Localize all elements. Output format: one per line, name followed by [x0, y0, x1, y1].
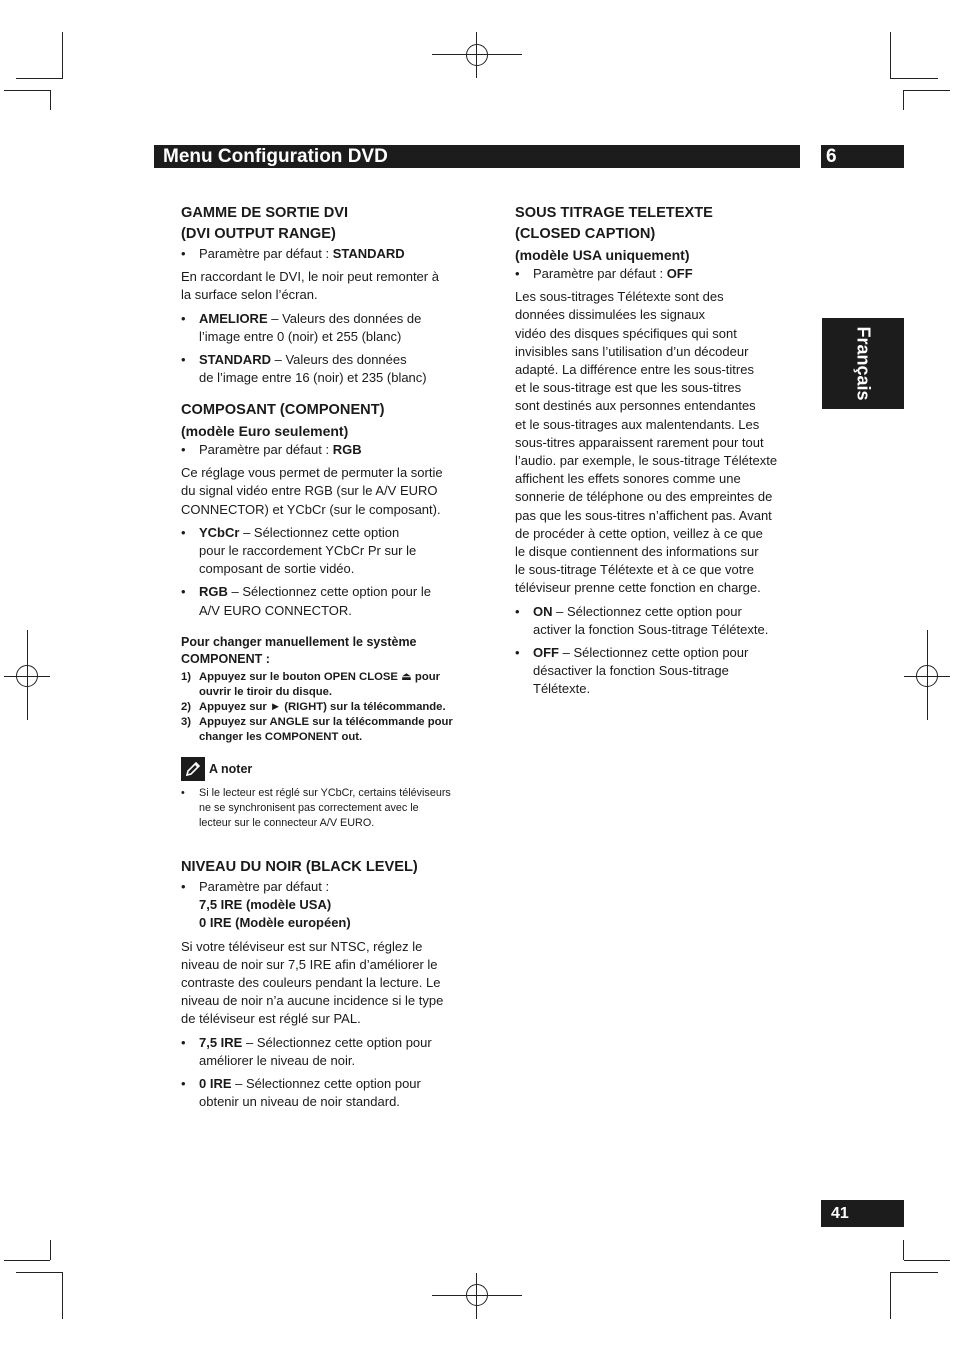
section-subtitle: (modèle Euro seulement): [181, 423, 349, 439]
default-setting: • Paramètre par défaut : OFF: [515, 265, 810, 283]
section-title: (DVI OUTPUT RANGE): [181, 226, 336, 242]
note-label: A noter: [209, 761, 253, 776]
option-item: • 0 IRE – Sélectionnez cette option pour obtenir un niveau de noir standard.: [181, 1075, 476, 1111]
section-closed-caption: [515, 203, 810, 699]
procedure-step: 1) Appuyez sur le bouton OPEN CLOSE ⏏ pour ouvrir le tiroir du disque.: [181, 670, 441, 698]
page-number: 41: [831, 1205, 849, 1222]
chapter-number: 6: [826, 146, 837, 167]
section-dvi-output-range: [181, 203, 471, 387]
paragraph: Les sous-titrages Télétexte sont des données dissimulées les signaux vidéo des disques spécifiques qui sont invisibles sans l’utilisation d’un décodeur adapté. La différence entre les sous-titres et le sous-titrage est que les sous-titres sont destinés aux personnes entendantes et le sous-titrages aux malentendants. Les sous-titres apparaissent rarement pour tout l’audio. par exemple, le sous-titrage Télétexte affichent les effets sonores comme une sonnerie de téléphone ou des empreintes de pas que les sous-titres n’affichent pas. Avant de procéder à cette option, veillez à ce que le disque contiennent des informations sur le sous-titrage Télétexte et à ce que votre téléviseur prenne cette fonction en charge.: [515, 289, 778, 596]
procedure-step: 3) Appuyez sur ANGLE sur la télécommande pour changer les COMPONENT out.: [181, 715, 453, 743]
section-subtitle: (modèle USA uniquement): [515, 247, 690, 263]
section-black-level: [181, 857, 476, 1111]
paragraph: Si votre téléviseur est sur NTSC, réglez le niveau de noir sur 7,5 IRE afin d’améliorer le contraste des couleurs pendant la lecture. Le niveau de noir n’a aucune incidence si le type de téléviseur est réglé sur PAL.: [181, 938, 444, 1027]
paragraph: Ce réglage vous permet de permuter la sortie du signal vidéo entre RGB (sur le A/V EURO CONNECTOR) et YCbCr (sur le composant).: [181, 465, 443, 517]
section-title: (CLOSED CAPTION): [515, 226, 656, 242]
option-item: • YCbCr – Sélectionnez cette option pour le raccordement YCbCr Pr sur le composant de sortie vidéo.: [181, 524, 476, 579]
procedure-step: 2) Appuyez sur ► (RIGHT) sur la télécommande.: [181, 700, 446, 713]
section-component: [181, 400, 476, 831]
section-title: GAMME DE SORTIE DVI: [181, 205, 349, 221]
option-item: • AMELIORE – Valeurs des données de l’image entre 0 (noir) et 255 (blanc): [181, 310, 471, 346]
procedure-title: Pour changer manuellement le système COMPONENT :: [181, 634, 417, 667]
option-item: • OFF – Sélectionnez cette option pour désactiver la fonction Sous-titrage Télétexte.: [515, 644, 810, 699]
language-tab-label: Français: [853, 326, 874, 401]
page-title: Menu Configuration DVD: [163, 146, 388, 167]
option-item: • STANDARD – Valeurs des données de l’image entre 16 (noir) et 235 (blanc): [181, 351, 471, 387]
section-title: NIVEAU DU NOIR (BLACK LEVEL): [181, 859, 418, 875]
language-tab-label-wrap: [822, 318, 904, 409]
option-item: • ON – Sélectionnez cette option pour activer la fonction Sous-titrage Télétexte.: [515, 603, 810, 639]
pencil-note-icon: [181, 757, 205, 781]
note-header: [181, 757, 476, 781]
paragraph: En raccordant le DVI, le noir peut remonter à la surface selon l’écran.: [181, 269, 439, 303]
default-setting: • Paramètre par défaut : STANDARD: [181, 245, 471, 263]
default-setting: • Paramètre par défaut : 7,5 IRE (modèle USA) 0 IRE (Modèle européen): [181, 878, 476, 933]
note-text: • Si le lecteur est réglé sur YCbCr, certains téléviseurs ne se synchronisent pas correctement avec le lecteur sur le connecteur A/V EURO.: [181, 786, 476, 831]
option-item: • RGB – Sélectionnez cette option pour le A/V EURO CONNECTOR.: [181, 583, 476, 619]
default-setting: • Paramètre par défaut : RGB: [181, 441, 476, 459]
option-item: • 7,5 IRE – Sélectionnez cette option pour améliorer le niveau de noir.: [181, 1034, 476, 1070]
section-title: SOUS TITRAGE TELETEXTE: [515, 205, 713, 221]
section-title: COMPOSANT (COMPONENT): [181, 402, 385, 418]
